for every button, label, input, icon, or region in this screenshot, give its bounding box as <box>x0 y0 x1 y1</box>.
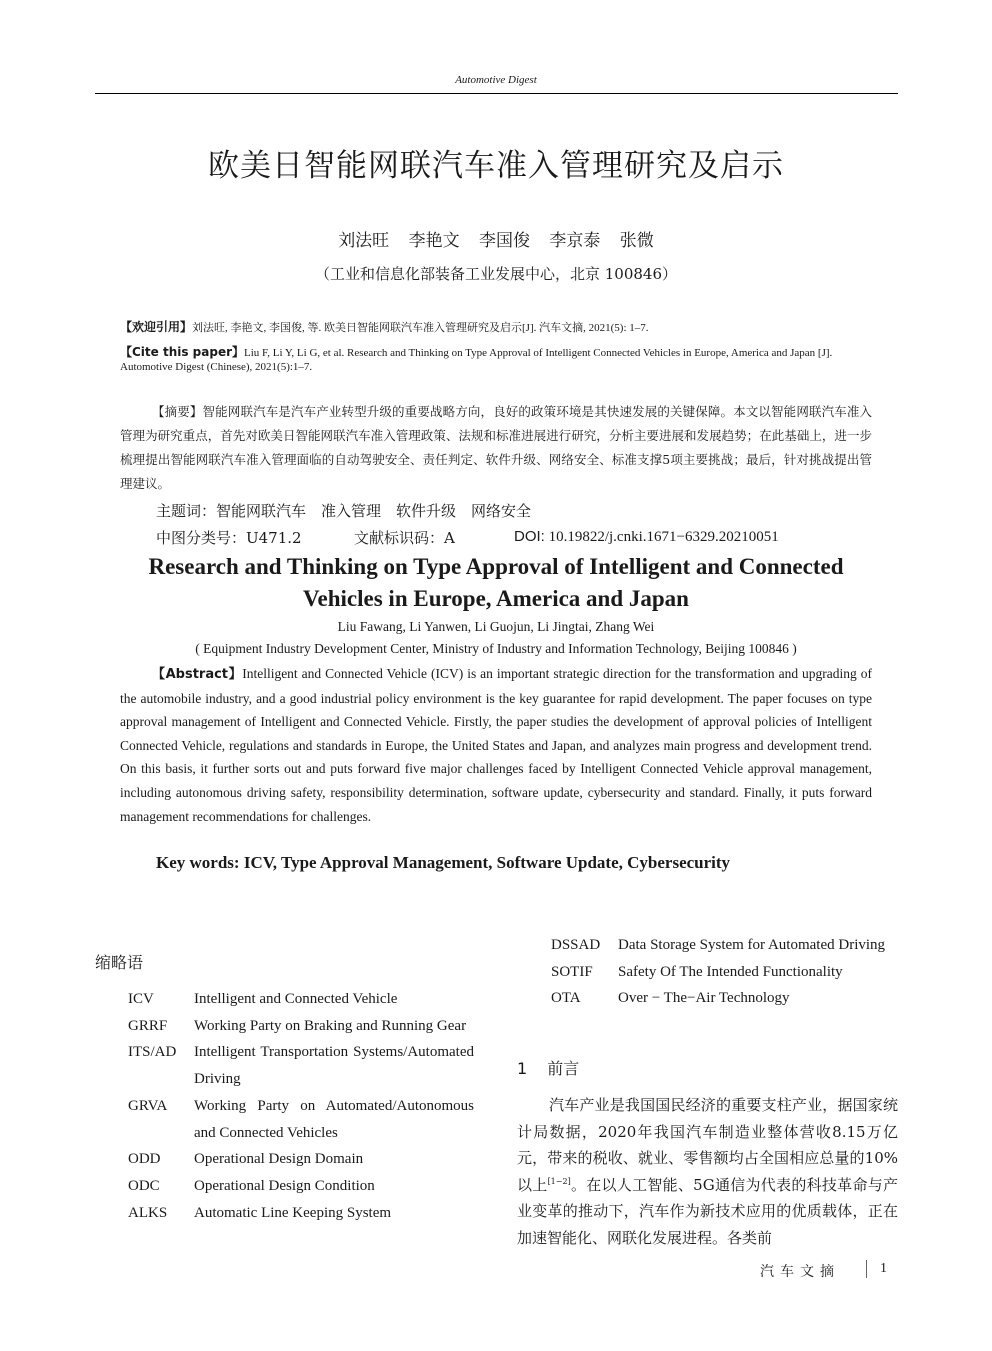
abbreviation-item <box>128 1146 474 1173</box>
abstract-cn-text: 智能网联汽车是汽车产业转型升级的重要战略方向，良好的政策环境是其快速发展的关键保障。本文以智能网联汽车准入管理为研究重点，首先对欧美日智能网联汽车准入管理政策、法规和标准进展进行研究，分析主要进展和发展趋势；在此基础上，进一步梳理提出智能网联汽车准入管理面临的自动驾驶安全、责任判定、软件升级、网络安全、标准支撑5项主要挑战；最后，针对挑战提出管理建议。 <box>120 404 872 491</box>
abbreviation-value: Over − The−Air Technology <box>618 990 790 1007</box>
abbreviation-key: DSSAD <box>551 937 601 953</box>
cite-en-text: Liu F, Li Y, Li G, et al. Research and Thinking on Type Approval of Intelligent Connected Vehicles in Europe, America and Japan [J]. Automotive Digest (Chinese), 2021(5):1–7. <box>120 347 833 373</box>
section-1-heading <box>517 1056 579 1079</box>
english-authors: Liu Fawang, Li Yanwen, Li Guojun, Li Jingtai, Zhang Wei <box>337 619 655 634</box>
abbreviation-item <box>128 1039 474 1092</box>
abstract-en <box>120 662 872 828</box>
section-1-body <box>517 1092 898 1251</box>
abbreviation-key: ODD <box>128 1151 161 1168</box>
abbreviation-item <box>128 1093 474 1146</box>
doi-link[interactable]: 10.19822/j.cnki.1671−6329.20210051 <box>544 529 779 545</box>
cite-cn <box>120 320 872 335</box>
abbreviation-key: SOTIF <box>551 963 593 980</box>
paper-title: 欧美日智能网联汽车准入管理研究及启示 <box>208 148 784 184</box>
document-code: 文献标识码：A <box>354 529 455 547</box>
abstract-en-label: 【Abstract】 <box>152 667 243 682</box>
abbreviation-key: GRRF <box>128 1017 168 1034</box>
section-1-title: 前言 <box>547 1059 580 1078</box>
clc-number: 中图分类号：U471.2 <box>156 529 302 547</box>
footer-divider <box>866 1260 867 1278</box>
cite-cn-text: 刘法旺, 李艳文, 李国俊, 等. 欧美日智能网联汽车准入管理研究及启示[J]. 汽车文摘, 2021(5): 1–7. <box>192 322 649 334</box>
english-title <box>0 551 992 615</box>
abbreviations-list-left <box>128 986 474 1226</box>
abstract-en-text: Intelligent and Connected Vehicle (ICV) is an important strategic direction for the transformation and upgrading of the automobile industry, and a good industrial policy environment is the key guarantee for rapid development. The paper focuses on type approval management of Intelligent and Connected Vehicle. Firstly, the paper studies the development of approval policies of Intelligent Connected Vehicle, regulations and standards in Europe, the United States and Japan, and analyzes main progress and development trend. On this basis, it further sorts out and puts forward five major challenges faced by Intelligent Connected Vehicle approval management, including autonomous driving safety, responsibility determination, software update, cybersecurity and standard. Finally, it puts forward management recommendations for challenges. <box>120 666 872 824</box>
doi-label: DOI: <box>514 528 545 545</box>
abbreviation-item <box>551 985 898 1012</box>
abbreviation-key: ALKS <box>128 1204 168 1221</box>
abbreviation-key: GRVA <box>128 1097 168 1114</box>
cite-en-label: 【Cite this paper】 <box>120 345 245 359</box>
abbreviation-key: OTA <box>551 990 581 1007</box>
abbreviation-item <box>128 1013 474 1040</box>
affiliation: （工业和信息化部装备工业发展中心，北京 100846） <box>314 265 678 283</box>
abstract-cn <box>120 400 872 496</box>
abbreviation-key: ITS/AD <box>128 1044 177 1061</box>
english-title-line-1: Research and Thinking on Type Approval of Intelligent and Connected <box>148 554 844 579</box>
abbreviation-value: Automatic Line Keeping System <box>194 1204 392 1221</box>
abbreviation-item <box>128 1200 474 1227</box>
abbreviation-value: Data Storage System for Automated Driving <box>618 937 886 953</box>
running-head: Automotive Digest <box>455 74 537 86</box>
abbreviations-heading: 缩略语 <box>95 953 144 972</box>
reference-marker[interactable]: [1−2] <box>547 1176 571 1186</box>
abbreviation-item <box>128 1173 474 1200</box>
abbreviation-value: Safety Of The Intended Functionality <box>618 963 843 980</box>
doi <box>514 527 779 546</box>
english-title-line-2: Vehicles in Europe, America and Japan <box>303 586 689 611</box>
section-1-number: 1 <box>517 1059 528 1078</box>
body-text-continued: 。在以人工智能、5G通信为代表的科技革命与产业变革的推动下，汽车作为新技术应用的优质载体，正在加速智能化、网联化发展进程。各类前 <box>517 1175 898 1247</box>
english-affiliation: ( Equipment Industry Development Center, Ministry of Industry and Information Technology, Beijing 100846 ) <box>195 641 797 656</box>
abbreviation-item <box>551 959 898 986</box>
abbreviation-item <box>551 932 898 959</box>
abbreviation-value: Intelligent Transportation Systems/Automated Driving <box>194 1044 474 1088</box>
cite-cn-label: 【欢迎引用】 <box>120 320 193 334</box>
keywords-en: Key words: ICV, Type Approval Management, Software Update, Cybersecurity <box>156 853 731 872</box>
abbreviation-value: Intelligent and Connected Vehicle <box>194 991 398 1007</box>
abstract-cn-label: 【摘要】 <box>152 404 203 419</box>
cite-en <box>120 345 872 374</box>
abbreviation-value: Operational Design Domain <box>194 1151 364 1168</box>
abbreviation-value: Working Party on Automated/Autonomous and Connected Vehicles <box>194 1097 474 1141</box>
body-text: 汽车产业是我国国民经济的重要支柱产业，据国家统计局数据，2020年我国汽车制造业整体营收8.15万亿元，带来的税收、就业、零售额均占全国相应总量的10%以上 <box>517 1096 898 1194</box>
authors: 刘法旺 李艳文 李国俊 李京泰 张微 <box>338 231 654 251</box>
abbreviations-list-right <box>551 932 898 1012</box>
page-number: 1 <box>880 1261 887 1276</box>
header-rule <box>95 93 898 94</box>
keywords-cn: 主题词：智能网联汽车 准入管理 软件升级 网络安全 <box>156 502 532 520</box>
footer-journal-name: 汽车文摘 <box>760 1264 840 1280</box>
abbreviation-value: Working Party on Braking and Running Gear <box>194 1017 467 1034</box>
abbreviation-item <box>128 986 474 1013</box>
abbreviation-key: ODC <box>128 1177 160 1194</box>
abbreviation-key: ICV <box>128 991 154 1007</box>
abbreviation-value: Operational Design Condition <box>194 1177 375 1194</box>
